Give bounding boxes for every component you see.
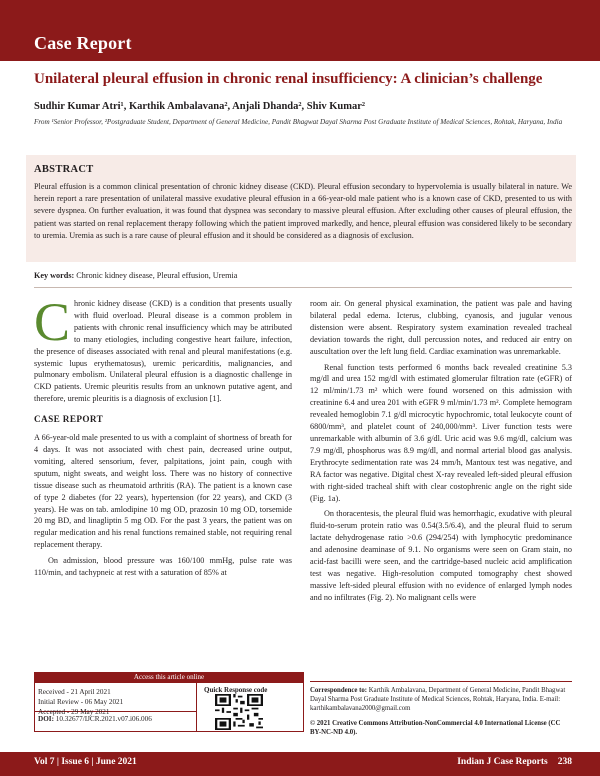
drop-cap: C (34, 292, 71, 352)
abstract-heading: ABSTRACT (34, 164, 94, 175)
abstract-text: Pleural effusion is a common clinical presentation of chronic kidney disease (CKD). Pleural effusion secondary to hypervolemia is usually bilateral in nature. We herein report a rare presentation of unilateral massive exudative pleural effusion in a 66-year-old male patient who is a known case of CKD, presented to us with severe dyspnea. On further evaluation, it was found that dyspnea was secondary to massive pleural effusion. After excluding other causes of pleural effusion, the patient was started on renal replacement therapy following which the patient improved markedly, and hence, pleural effusion was considered likely to be secondary to uremia. Uremia as such is a rare cause of pleural effusion and it should be considered as a diagnosis of exclusion. (34, 182, 572, 240)
author-list: Sudhir Kumar Atri¹, Karthik Ambalavana², Anjali Dhanda², Shiv Kumar² (34, 101, 366, 112)
case-paragraph-1: A 66-year-old male presented to us with a complaint of shortness of breath for 4 days. It was not associated with chest pain, decreased urine output, vomiting, altered sensorium, fever, palpitations, joint pain, cough with sputum, night sweats, and weight loss. There was no history of connective tissue disease such as rheumatoid arthritis (RA). The patient is a known case of type 2 diabetes (for 22 years), hypertension (for 22 years), and CKD (3 years). He was on tab. amlodipine 10 mg OD, prazosin 10 mg OD, torsemide 20 mg BD, and linagliptin 5 mg OD. For the past 3 years, the patient was on regular medication and his renal functions remained stable, not requiring renal replacement therapy. (34, 433, 292, 550)
correspondence-divider (310, 681, 572, 682)
header-bar (0, 0, 600, 61)
left-column (34, 292, 292, 583)
footer-issue: Vol 7 | Issue 6 | June 2021 (34, 757, 137, 767)
access-divider-vertical (196, 683, 197, 732)
right-paragraph-1: room air. On general physical examination, the patient was pale and having bilateral pedal edema. Icterus, clubbing, cyanosis, and jugular venous distension were absent. Respiratory system examination revealed tracheal deviation towards the right, dull percussion notes, and reduced air entry on auscultation over the left lung field. Cardiac examination was unremarkable. (310, 299, 572, 356)
doi (38, 715, 152, 723)
review-date: Initial Review - 06 May 2021 (38, 698, 124, 706)
access-heading: Access this article online (34, 672, 304, 683)
qr-code-icon[interactable] (215, 694, 263, 730)
case-report-heading: CASE REPORT (34, 414, 104, 425)
doi-label: DOI: (38, 715, 54, 723)
intro-paragraph (34, 292, 292, 405)
right-paragraph-2: Renal function tests performed 6 months back revealed creatinine 5.3 mg/dl and urea 152 mg/dl with estimated glomerular filtration rate (eGFR) of 12 ml/min/1.73 m² which were found worsened on this admission with creatinine 6.4 and urea 201 with eGFR 9 ml/min/1.73 m². Complete hemogram revealed hemoglobin 7.1 g/dl microcytic hypochromic, total leukocyte count of 6800/mm³, and platelet count of 240,000/mm³. Liver function tests were unremarkable with albumin of 3.6 g/dl. Uric acid was 9.6 mg/dl, calcium was 7.9 mg/dl, phosphorus was 8.9 mg/dl, and normal arterial blood gas analysis. Erythrocyte sedimentation rate was 24 mm/h, Mantoux test was negative, and RA factor was negative. Digital chest X-ray revealed left-sided pleural effusion with right-sided tracheal shift with clear costophrenic angle on the right side (Fig. 1a). (310, 362, 572, 503)
footer-journal (457, 757, 572, 767)
intro-text: hronic kidney disease (CKD) is a condition that presents usually with fluid overload. Pleural disease is a common problem in patients with chronic renal insufficiency which may be attributed to many etiologies, including congestive heart failure, infection, the presence of diseases associated with renal and pleural manifestations (e.g. systemic lupus erythematosus), uremic pericarditis, malignancies, and pulmonary embolism. Unilateral pleural effusion is a diagnostic challenge in CKD patients. Uremic pleuritis results from an unknown putative agent, and therefore, uremic pleuritis is a diagnosis of exclusion [1]. (34, 299, 292, 404)
section-divider (34, 287, 572, 288)
footer-journal-name: Indian J Case Reports (457, 757, 548, 767)
qr-label: Quick Response code (204, 686, 268, 694)
accepted-date: Accepted - 29 May 2021 (38, 708, 110, 716)
correspondence-text: Karthik Ambalavana, Department of General Medicine, Pandit Bhagwat Dayal Sharma Post Graduate Institute of Medical Sciences, Rohtak, Haryana, India. E-mail: karthikambalavana2000@gmail.com (310, 687, 566, 713)
article-type-label: Case Report (34, 33, 132, 53)
case-paragraph-2: On admission, blood pressure was 160/100 mmHg, pulse rate was 110/min, and tachypneic at rest with a saturation of 85% at (34, 556, 292, 578)
author-affiliation: From ¹Senior Professor, ²Postgraduate Student, Department of General Medicine, Pandit Bhagwat Dayal Sharma Post Graduate Institute of Medical Sciences, Rohtak, Haryana, India (34, 118, 563, 126)
article-dates (38, 687, 123, 717)
right-column (310, 298, 572, 608)
correspondence-label: Correspondence to: (310, 687, 368, 694)
license-text: © 2021 Creative Commons Attribution-NonCommercial 4.0 International License (CC BY-NC-ND 4.0). (310, 720, 561, 737)
received-date: Received - 21 April 2021 (38, 688, 111, 696)
correspondence (310, 686, 572, 714)
page-number: 238 (557, 757, 572, 767)
right-paragraph-3: On thoracentesis, the pleural fluid was hemorrhagic, exudative with pleural fluid-to-serum protein ratio was 0.54(3.5/6.4), and the pleural fluid to serum lactate dehydrogenase ratio >0.6 (294/254) with lymphocytic predominance and adenosine deaminase of 9.1. No organisms were seen on Gram stain, no acid-fast bacilli were seen, and the cartridge-based nucleic acid amplification test was negative. High-resolution computed tomography chest showed massive left-sided pleural effusion with no evidence of enlarged lymph nodes and no infiltrates (Fig. 2). No malignant cells were (310, 509, 572, 602)
article-title: Unilateral pleural effusion in chronic renal insufficiency: A clinician’s challenge (34, 71, 543, 87)
keywords-label: Key words: (34, 271, 75, 280)
keywords-value: Chronic kidney disease, Pleural effusion, Uremia (74, 271, 238, 280)
doi-value: 10.32677/IJCR.2021.v07.i06.006 (53, 715, 152, 723)
keywords (34, 271, 237, 280)
